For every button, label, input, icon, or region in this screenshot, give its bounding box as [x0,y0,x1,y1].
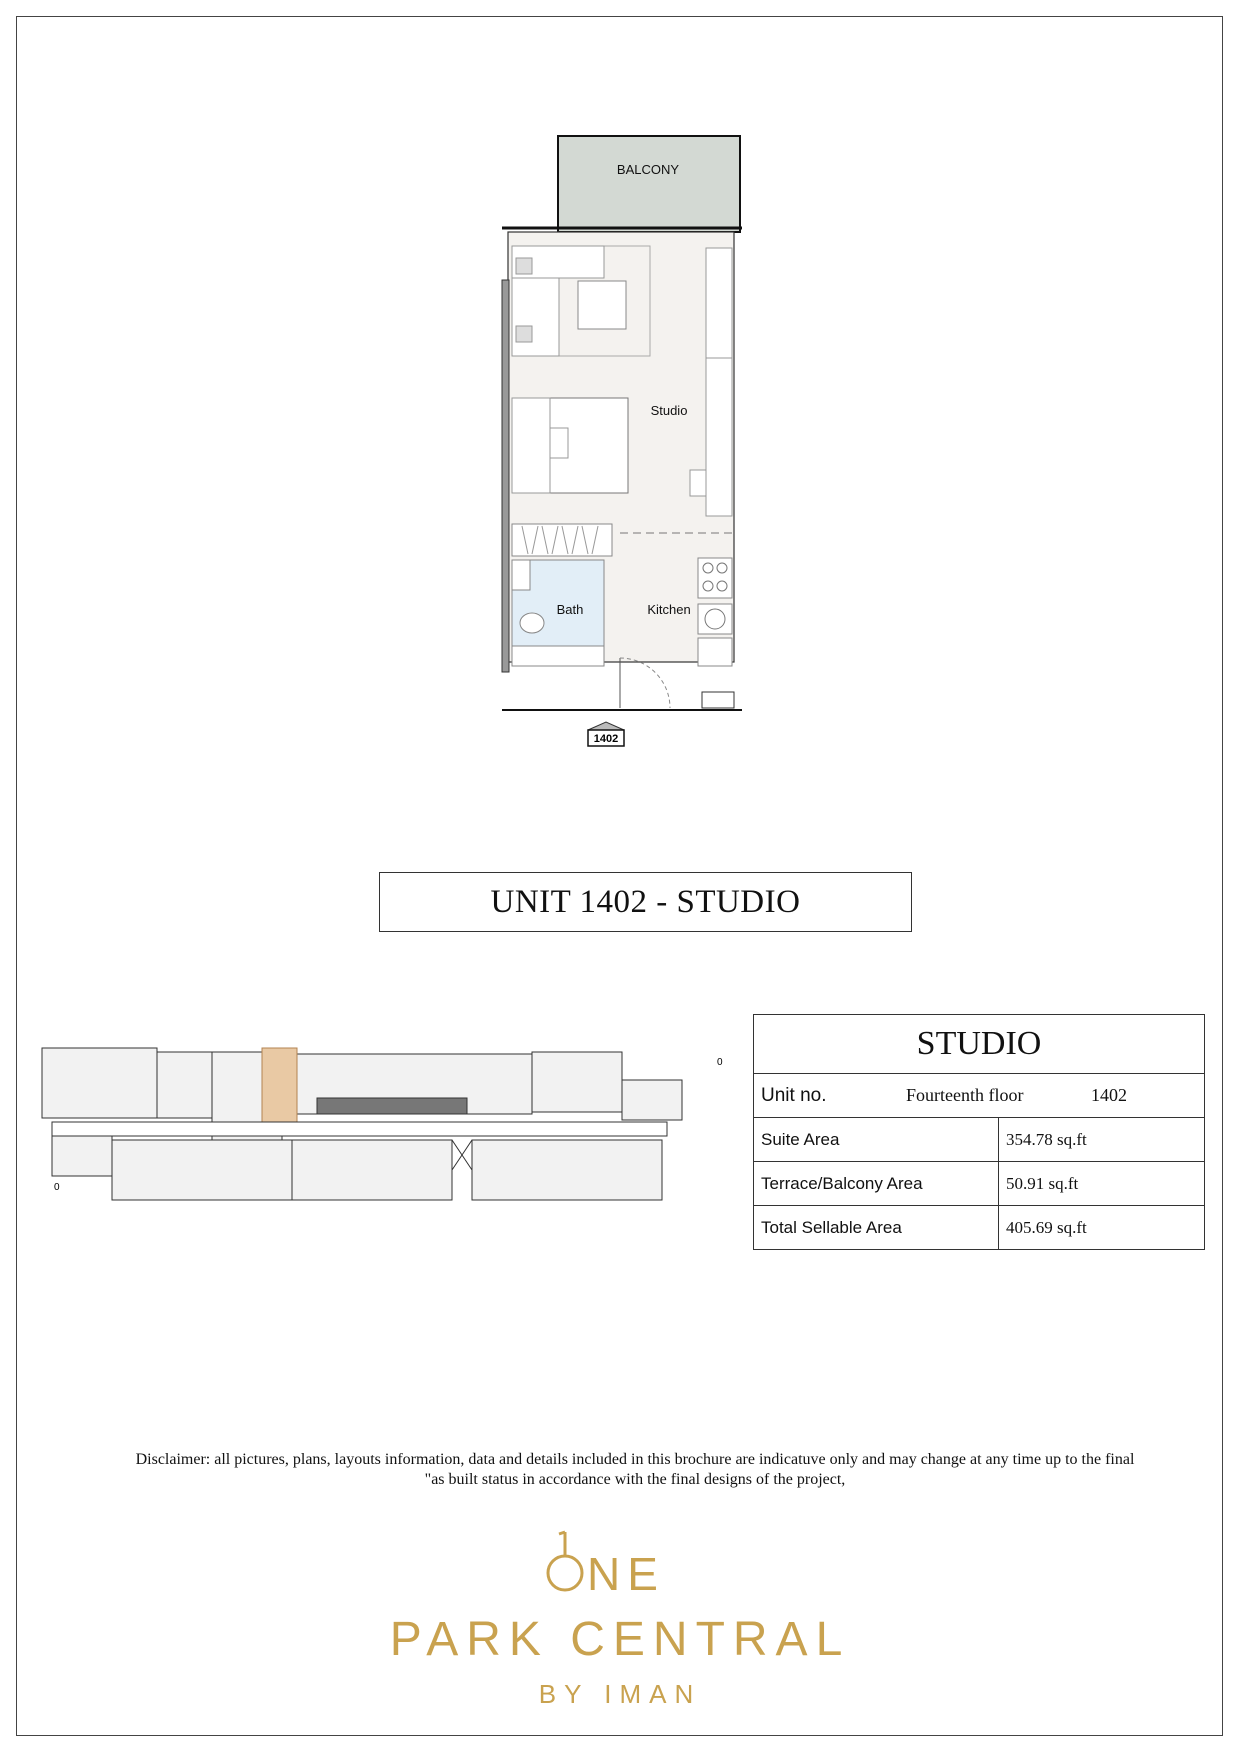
balcony-area [558,136,740,232]
table-heading: STUDIO [754,1015,1205,1074]
balcony-area-value: 50.91 sq.ft [999,1162,1205,1206]
balcony-label: BALCONY [616,162,680,177]
unit-no-value: 1402 [1091,1085,1127,1105]
keyplan-marker-right: 0 [717,1057,723,1068]
suite-area-value: 354.78 sq.ft [999,1118,1205,1162]
unit-title: UNIT 1402 - STUDIO [379,872,912,932]
disclaimer-line-2: "as built status in accordance with the final designs of the project, [424,1471,846,1488]
kitchen-label: Kitchen [647,602,691,617]
disclaimer [60,1450,1210,1490]
unit-floor-plan [470,128,770,768]
bath-label: Bath [556,602,584,617]
area-table [753,1014,1205,1250]
logo-line-1: NE [587,1548,665,1600]
floor-value: Fourteenth floor [906,1085,1024,1105]
suite-area-label: Suite Area [754,1118,999,1162]
logo-line-3: BY IMAN [538,1679,702,1709]
disclaimer-line-1: Disclaimer: all pictures, plans, layouts information, data and details included in this brochure are indicatuve only and may change at any time up to the final [135,1451,1135,1468]
brand-logo [380,1530,860,1710]
table-row [754,1118,1205,1162]
unit-no-label: Unit no. [761,1084,827,1106]
total-area-value: 405.69 sq.ft [999,1206,1205,1250]
logo-line-2: PARK CENTRAL [389,1613,851,1666]
unit-tag: 1402 [593,733,619,745]
studio-label: Studio [650,403,688,418]
table-row [754,1206,1205,1250]
floor-key-plan [32,1040,732,1220]
table-row [754,1162,1205,1206]
balcony-area-label: Terrace/Balcony Area [754,1162,999,1206]
total-area-label: Total Sellable Area [754,1206,999,1250]
keyplan-marker-left: 0 [54,1182,60,1193]
